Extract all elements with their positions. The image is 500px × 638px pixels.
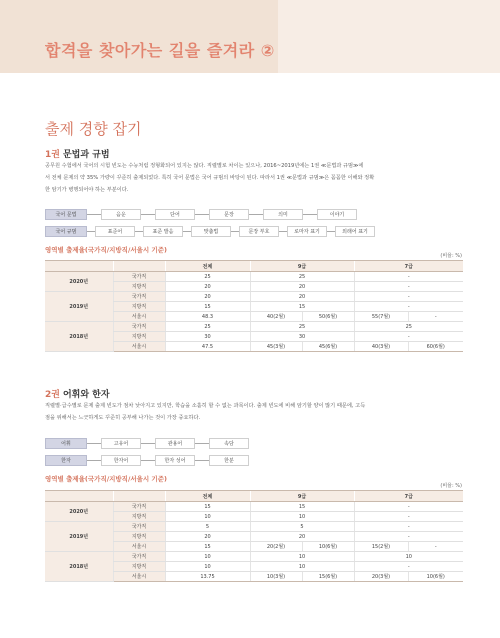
table-row bbox=[45, 292, 463, 302]
chip-item: 표준 발음 bbox=[143, 226, 183, 237]
grade9-cell: 50(6월) bbox=[302, 312, 354, 322]
header-banner bbox=[0, 0, 500, 73]
region-cell: 국가직 bbox=[113, 552, 165, 562]
banner-side-block bbox=[278, 0, 500, 73]
total-cell: 47.5 bbox=[165, 342, 250, 352]
chip-item: 외래어 표기 bbox=[335, 226, 375, 237]
chip-item: 단어 bbox=[155, 209, 195, 220]
grade7-cell: - bbox=[354, 512, 463, 522]
year-cell: 2018년 bbox=[45, 322, 113, 352]
vol1-para-line2: 서 전체 문제의 약 35% 가량이 꾸준히 출제되었다. 특히 국어 문법은 국어 규범의 바탕이 된다. 따라서 1권 ≪문법과 규범≫은 꼼꼼한 이해와 정확 bbox=[45, 175, 375, 181]
chip-item: 맞춤법 bbox=[191, 226, 231, 237]
vol1-unit: (비율: %) bbox=[440, 253, 462, 259]
chip-connector bbox=[87, 214, 101, 215]
chip-connector bbox=[141, 443, 155, 444]
grade7-cell: - bbox=[408, 542, 463, 552]
header-blank bbox=[45, 261, 113, 272]
chip-item: 의미 bbox=[263, 209, 303, 220]
chip-head-grammar: 국어 문법 bbox=[45, 209, 87, 220]
region-cell: 지방직 bbox=[113, 562, 165, 572]
chip-head-norms: 국어 규범 bbox=[45, 226, 87, 237]
year-cell: 2020년 bbox=[45, 272, 113, 292]
grade9-cell: 25 bbox=[250, 322, 354, 332]
header-grade9: 9급 bbox=[250, 261, 354, 272]
grade7-cell: - bbox=[408, 312, 463, 322]
region-cell: 국가직 bbox=[113, 322, 165, 332]
region-cell: 국가직 bbox=[113, 292, 165, 302]
chip-item: 음운 bbox=[101, 209, 141, 220]
vol1-para-line3: 한 암기가 병행되어야 하는 부분이다. bbox=[45, 187, 129, 193]
region-cell: 지방직 bbox=[113, 302, 165, 312]
vol2-rate-table bbox=[45, 490, 463, 582]
chip-connector bbox=[195, 460, 209, 461]
region-cell: 서울시 bbox=[113, 572, 165, 582]
chip-connector bbox=[141, 460, 155, 461]
grade7-cell: 10(6월) bbox=[408, 572, 463, 582]
vol2-chips-vocab bbox=[45, 437, 249, 449]
header-blank bbox=[113, 491, 165, 502]
grade9-cell: 25 bbox=[250, 272, 354, 282]
grade7-cell: 25 bbox=[354, 322, 463, 332]
total-cell: 13.75 bbox=[165, 572, 250, 582]
grade9-cell: 5 bbox=[250, 522, 354, 532]
region-cell: 지방직 bbox=[113, 332, 165, 342]
vol1-title: 문법과 규범 bbox=[62, 150, 110, 160]
region-cell: 국가직 bbox=[113, 522, 165, 532]
grade9-cell: 10 bbox=[250, 512, 354, 522]
header-total: 전체 bbox=[165, 261, 250, 272]
vol1-para-line1: 공무원 수험에서 국어의 시험 빈도는 수능처럼 정형화되어 있지는 않다. 직렬별로 차이는 있으나, 2016~2019년에는 1권 ≪문법과 규범≫에 bbox=[45, 163, 364, 169]
grade9-cell: 20 bbox=[250, 292, 354, 302]
region-cell: 서울시 bbox=[113, 542, 165, 552]
grade9-cell: 15 bbox=[250, 502, 354, 512]
vol2-para-line1: 직렬별·급수별로 문제 출제 빈도가 점차 낮아지고 있지만, 학습을 소홀히 할 수 없는 과목이다. 출제 빈도에 비해 암기할 양이 많기 때문에, 고득 bbox=[45, 403, 366, 409]
total-cell: 20 bbox=[165, 282, 250, 292]
chip-item: 문장 부호 bbox=[239, 226, 279, 237]
grade9-cell: 20 bbox=[250, 532, 354, 542]
grade7-cell: - bbox=[354, 272, 463, 282]
chip-connector bbox=[87, 231, 95, 232]
total-cell: 15 bbox=[165, 502, 250, 512]
total-cell: 25 bbox=[165, 322, 250, 332]
chip-connector bbox=[303, 214, 317, 215]
grade7-cell: 55(7월) bbox=[354, 312, 408, 322]
chip-head-hanja: 한자 bbox=[45, 455, 87, 466]
grade7-cell: - bbox=[354, 292, 463, 302]
vol1-chips-grammar bbox=[45, 208, 357, 220]
total-cell: 25 bbox=[165, 272, 250, 282]
grade9-cell: 10(3월) bbox=[250, 572, 302, 582]
vol2-chips-hanja bbox=[45, 454, 249, 466]
vol2-unit: (비율: %) bbox=[440, 483, 462, 489]
header-total: 전체 bbox=[165, 491, 250, 502]
chip-connector bbox=[183, 231, 191, 232]
region-cell: 국가직 bbox=[113, 272, 165, 282]
vol1-table-title: 영역별 출제율(국가직/지방직/서울시 기준) bbox=[45, 246, 167, 254]
grade7-cell: - bbox=[354, 302, 463, 312]
vol1-chips-norms bbox=[45, 225, 375, 237]
table-header-row bbox=[45, 261, 463, 272]
region-cell: 지방직 bbox=[113, 282, 165, 292]
grade9-cell: 45(6월) bbox=[302, 342, 354, 352]
header-grade7: 7급 bbox=[354, 491, 463, 502]
table-header-row bbox=[45, 491, 463, 502]
grade7-cell: 60(6월) bbox=[408, 342, 463, 352]
chip-item: 표준어 bbox=[95, 226, 135, 237]
total-cell: 20 bbox=[165, 292, 250, 302]
total-cell: 20 bbox=[165, 532, 250, 542]
chip-connector bbox=[87, 443, 101, 444]
grade9-cell: 20 bbox=[250, 282, 354, 292]
chip-head-vocab: 어휘 bbox=[45, 438, 87, 449]
grade7-cell: - bbox=[354, 562, 463, 572]
grade9-cell: 45(3월) bbox=[250, 342, 302, 352]
total-cell: 15 bbox=[165, 542, 250, 552]
grade9-cell: 10 bbox=[250, 562, 354, 572]
grade7-cell: 20(3월) bbox=[354, 572, 408, 582]
chip-connector bbox=[279, 231, 287, 232]
chip-item: 한분 bbox=[209, 455, 249, 466]
chip-item: 로마자 표기 bbox=[287, 226, 327, 237]
chip-item: 한자 성어 bbox=[155, 455, 195, 466]
vol2-paragraph bbox=[45, 400, 460, 424]
year-cell: 2019년 bbox=[45, 292, 113, 322]
vol1-rate-table bbox=[45, 260, 463, 352]
vol1-heading bbox=[45, 147, 110, 160]
header-grade7: 7급 bbox=[354, 261, 463, 272]
section-title: 출제 경향 잡기 bbox=[45, 120, 142, 138]
banner-title: 합격을 찾아가는 길을 즐겨라 ② bbox=[45, 41, 275, 60]
grade7-cell: 15(2월) bbox=[354, 542, 408, 552]
table-row bbox=[45, 522, 463, 532]
chip-item: 속담 bbox=[209, 438, 249, 449]
region-cell: 서울시 bbox=[113, 342, 165, 352]
header-blank bbox=[45, 491, 113, 502]
vol2-title: 어휘와 한자 bbox=[62, 390, 110, 400]
chip-connector bbox=[195, 214, 209, 215]
chip-connector bbox=[141, 214, 155, 215]
total-cell: 5 bbox=[165, 522, 250, 532]
grade7-cell: - bbox=[354, 532, 463, 542]
total-cell: 48.3 bbox=[165, 312, 250, 322]
table-row bbox=[45, 322, 463, 332]
region-cell: 서울시 bbox=[113, 312, 165, 322]
year-cell: 2019년 bbox=[45, 522, 113, 552]
chip-item: 이야기 bbox=[317, 209, 357, 220]
region-cell: 지방직 bbox=[113, 512, 165, 522]
vol2-number: 2권 bbox=[45, 390, 60, 400]
total-cell: 10 bbox=[165, 562, 250, 572]
grade7-cell: - bbox=[354, 332, 463, 342]
chip-connector bbox=[249, 214, 263, 215]
chip-item: 고유어 bbox=[101, 438, 141, 449]
table-row bbox=[45, 502, 463, 512]
grade7-cell: - bbox=[354, 522, 463, 532]
chip-connector bbox=[231, 231, 239, 232]
grade7-cell: - bbox=[354, 282, 463, 292]
grade7-cell: - bbox=[354, 502, 463, 512]
chip-item: 문장 bbox=[209, 209, 249, 220]
banner-main-block bbox=[0, 0, 278, 73]
grade9-cell: 20(2월) bbox=[250, 542, 302, 552]
table-row bbox=[45, 272, 463, 282]
grade7-cell: 40(3월) bbox=[354, 342, 408, 352]
grade7-cell: 10 bbox=[354, 552, 463, 562]
table-row bbox=[45, 552, 463, 562]
vol1-paragraph bbox=[45, 160, 460, 196]
grade9-cell: 15 bbox=[250, 302, 354, 312]
total-cell: 10 bbox=[165, 552, 250, 562]
total-cell: 15 bbox=[165, 302, 250, 312]
chip-item: 관용어 bbox=[155, 438, 195, 449]
grade9-cell: 10(6월) bbox=[302, 542, 354, 552]
chip-item: 한자어 bbox=[101, 455, 141, 466]
vol2-heading bbox=[45, 387, 110, 400]
grade9-cell: 10 bbox=[250, 552, 354, 562]
chip-connector bbox=[195, 443, 209, 444]
chip-connector bbox=[135, 231, 143, 232]
region-cell: 국가직 bbox=[113, 502, 165, 512]
region-cell: 지방직 bbox=[113, 532, 165, 542]
total-cell: 30 bbox=[165, 332, 250, 342]
grade9-cell: 15(6월) bbox=[302, 572, 354, 582]
grade9-cell: 30 bbox=[250, 332, 354, 342]
header-grade9: 9급 bbox=[250, 491, 354, 502]
vol1-number: 1권 bbox=[45, 150, 60, 160]
total-cell: 10 bbox=[165, 512, 250, 522]
grade9-cell: 40(2월) bbox=[250, 312, 302, 322]
year-cell: 2020년 bbox=[45, 502, 113, 522]
chip-connector bbox=[327, 231, 335, 232]
year-cell: 2018년 bbox=[45, 552, 113, 582]
vol2-table-title: 영역별 출제율(국가직/지방직/서울시 기준) bbox=[45, 475, 167, 483]
chip-connector bbox=[87, 460, 101, 461]
vol2-para-line2: 점을 위해서는 느긋하게도 꾸준히 공부해 나가는 것이 가장 중요하다. bbox=[45, 415, 201, 421]
header-blank bbox=[113, 261, 165, 272]
